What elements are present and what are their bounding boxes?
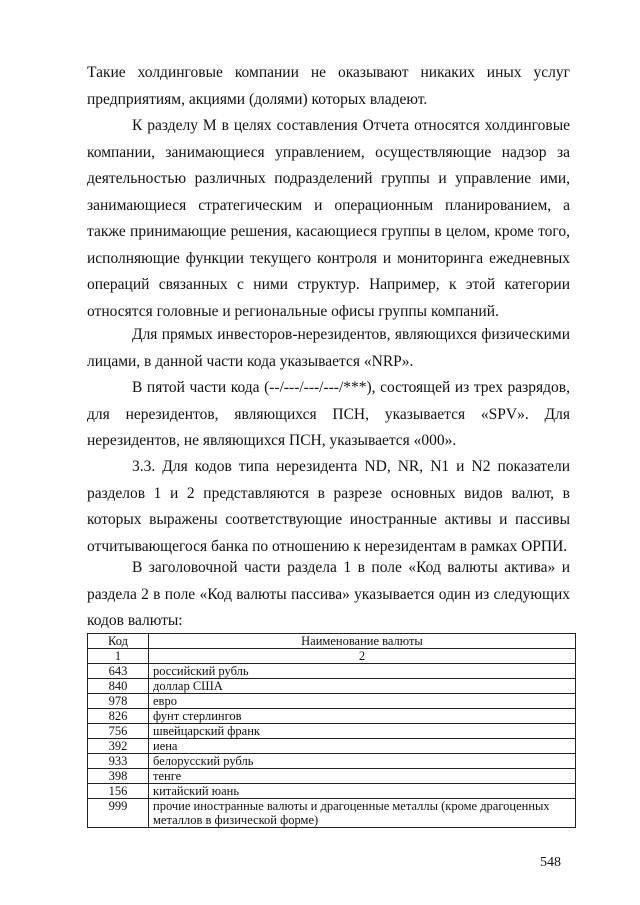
currency-name: белорусский рубль	[149, 754, 576, 769]
header-currency-name: Наименование валюты	[149, 634, 576, 649]
column-number-1: 1	[88, 649, 149, 664]
currency-name: швейцарский франк	[149, 724, 576, 739]
currency-code: 643	[88, 664, 149, 679]
table-header-row	[88, 634, 576, 649]
paragraph-text: К разделу M в целях составления Отчета относятся холдинговые компании, занимающиеся управлением, осуществляющие надзор за деятельностью различных подразделений группы и управление ими, занимающиеся стратегическим и операционным планированием, а также принимающие решения, касающиеся группы в целом, кроме того, исполняющие функции текущего контроля и мониторинга ежедневных операций связанных с ними структур. Например, к этой категории относятся головные и региональные офисы группы компаний.	[87, 117, 570, 320]
currency-code: 392	[88, 739, 149, 754]
table-column-number-row	[88, 649, 576, 664]
table-row	[88, 754, 576, 769]
currency-code: 826	[88, 709, 149, 724]
currency-name: иена	[149, 739, 576, 754]
currency-name: российский рубль	[149, 664, 576, 679]
currency-code: 156	[88, 784, 149, 799]
currency-name: евро	[149, 694, 576, 709]
currency-name: китайский юань	[149, 784, 576, 799]
currency-code: 756	[88, 724, 149, 739]
table-row	[88, 709, 576, 724]
paragraph-nrp	[87, 322, 570, 375]
currency-code: 933	[88, 754, 149, 769]
table-row	[88, 769, 576, 784]
header-code: Код	[88, 634, 149, 649]
paragraph-text: Для прямых инвесторов-нерезидентов, являющихся физическими лицами, в данной части кода указывается «NRP».	[87, 326, 570, 370]
currency-name: фунт стерлингов	[149, 709, 576, 724]
paragraph-text: В заголовочной части раздела 1 в поле «Код валюты актива» и раздела 2 в поле «Код валюты пассива» указывается один из следующих кодов валюты:	[87, 559, 570, 629]
paragraph-section-m	[87, 113, 570, 325]
paragraph-text: 3.3. Для кодов типа нерезидента ND, NR, N1 и N2 показатели разделов 1 и 2 представляются в разрезе основных видов валют, в которых выражены соответствующие иностранные активы и пассивы отчитывающегося банка по отношению к нерезидентам в рамках ОРПИ.	[87, 458, 570, 555]
paragraph-text: В пятой части кода (--/---/---/---/***), состоящей из трех разрядов, для нерезидентов, являющихся ПСН, указывается «SPV». Для нерезидентов, не являющихся ПСН, указывается «000».	[87, 379, 570, 449]
table-row	[88, 664, 576, 679]
paragraph-text: Такие холдинговые компании не оказывают никаких иных услуг предприятиям, акциями (долями) которых владеют.	[87, 64, 570, 108]
table-row	[88, 784, 576, 799]
page-number: 548	[540, 855, 561, 870]
currency-code: 398	[88, 769, 149, 784]
paragraph-currency-codes-intro	[87, 555, 570, 635]
table-row	[88, 799, 576, 828]
currency-code: 999	[88, 799, 149, 828]
paragraph-3-3	[87, 454, 570, 560]
currency-code: 840	[88, 679, 149, 694]
paragraph-holding-no-services	[87, 60, 570, 113]
currency-name: доллар США	[149, 679, 576, 694]
table-row	[88, 739, 576, 754]
column-number-2: 2	[149, 649, 576, 664]
paragraph-fifth-part	[87, 375, 570, 455]
currency-code-table	[87, 633, 576, 828]
table-row	[88, 694, 576, 709]
table-row	[88, 679, 576, 694]
table-row	[88, 724, 576, 739]
currency-code: 978	[88, 694, 149, 709]
currency-name: прочие иностранные валюты и драгоценные металлы (кроме драгоценных металлов в физической форме)	[149, 799, 576, 828]
currency-name: тенге	[149, 769, 576, 784]
